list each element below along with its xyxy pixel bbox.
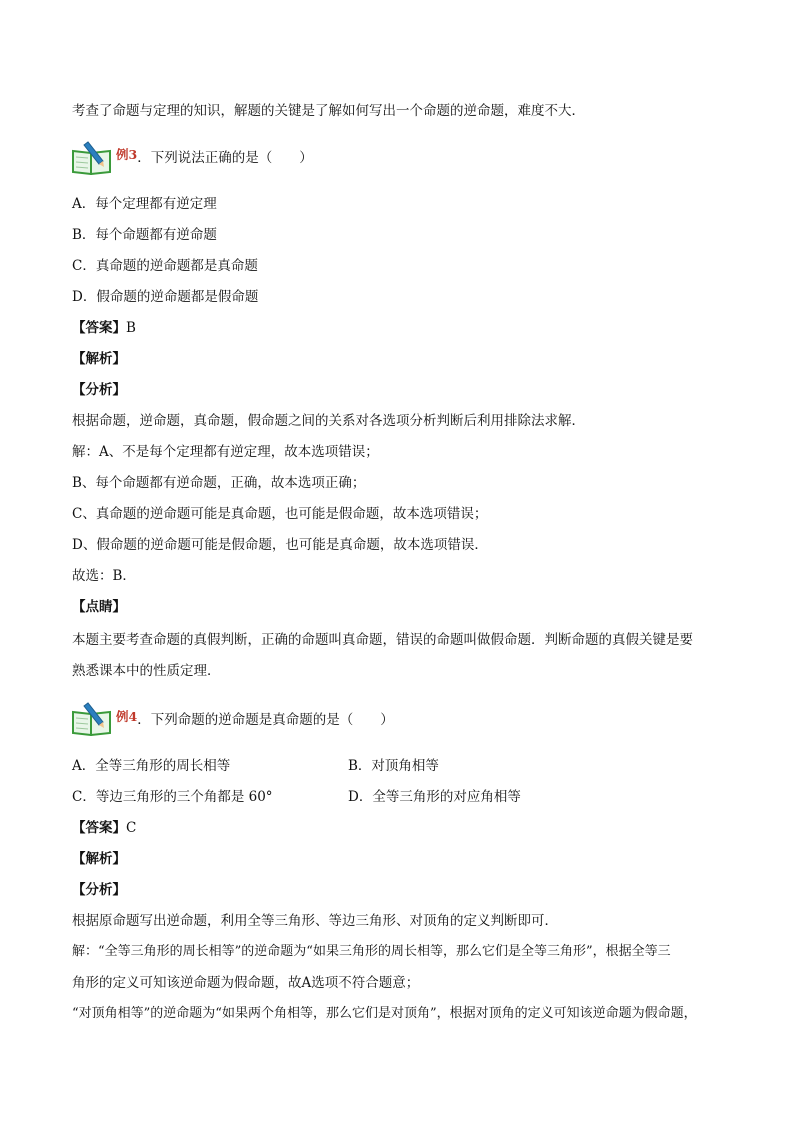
ex4-option-b: B．对顶角相等 [348, 758, 439, 774]
ex3-answer-value: B [126, 320, 136, 336]
ex3-fenxi-label: 【分析】 [72, 382, 126, 398]
ex3-dianjing-line: 熟悉课本中的性质定理． [72, 663, 221, 679]
ex4-fenxi-label: 【分析】 [72, 882, 126, 898]
ex3-answer [72, 318, 136, 338]
ex3-option-a: A．每个定理都有逆定理 [72, 196, 217, 212]
ex3-solution-line: C、真命题的逆命题可能是真命题，也可能是假命题，故本选项错误； [72, 506, 488, 522]
example-3-prefix: 例 [116, 147, 129, 162]
ex4-analysis-label: 【解析】 [72, 851, 126, 867]
example-book-pencil-icon [70, 702, 114, 736]
ex4-fenxi-text: 根据原命题写出逆命题，利用全等三角形、等边三角形、对顶角的定义判断即可． [72, 913, 558, 929]
ex4-answer [72, 818, 136, 838]
ex4-option-c: C．等边三角形的三个角都是 60° [72, 789, 273, 805]
example-4-prefix: 例 [116, 709, 129, 724]
ex4-answer-value: C [126, 820, 137, 836]
ex3-choice: 故选：B． [72, 568, 136, 584]
ex3-analysis-label: 【解析】 [72, 351, 126, 367]
ex4-solution-line: 解：“全等三角形的周长相等”的逆命题为“如果三角形的周长相等，那么它们是全等三角形”，根据全等三 [72, 944, 671, 959]
example-book-pencil-icon [70, 141, 114, 175]
ex4-option-d: D．全等三角形的对应角相等 [348, 789, 521, 805]
ex3-dianjing-line: 本题主要考查命题的真假判断，正确的命题叫真命题，错误的命题叫做假命题．判断命题的真假关键是要 [72, 632, 693, 648]
example-3-number: 3 [128, 147, 138, 162]
ex3-solution-line: D、假命题的逆命题可能是假命题，也可能是真命题，故本选项错误． [72, 537, 488, 553]
ex4-answer-label: 【答案】 [72, 820, 126, 836]
ex3-fenxi-text: 根据命题，逆命题，真命题，假命题之间的关系对各选项分析判断后利用排除法求解． [72, 413, 585, 429]
example-3-question: ．下列说法正确的是（ ） [137, 150, 313, 166]
ex4-option-a: A．全等三角形的周长相等 [72, 758, 231, 774]
ex4-solution-line: “对顶角相等”的逆命题为“如果两个角相等，那么它们是对顶角”，根据对顶角的定义可知该逆命题为假命题， [72, 1006, 697, 1021]
ex3-dianjing-label: 【点睛】 [72, 599, 126, 615]
example-3-label [116, 148, 313, 168]
example-4-number: 4 [128, 709, 138, 724]
ex3-solution-line: B、每个命题都有逆命题，正确，故本选项正确； [72, 475, 366, 491]
ex3-option-d: D．假命题的逆命题都是假命题 [72, 289, 259, 305]
ex3-option-c: C．真命题的逆命题都是真命题 [72, 258, 258, 274]
ex3-answer-label: 【答案】 [72, 320, 126, 336]
ex3-solution-line: 解：A、不是每个定理都有逆定理，故本选项错误； [72, 444, 379, 460]
intro-text: 考查了命题与定理的知识，解题的关键是了解如何写出一个命题的逆命题，难度不大． [72, 103, 585, 119]
example-4-question: ．下列命题的逆命题是真命题的是（ ） [137, 712, 394, 728]
ex4-solution-line: 角形的定义可知该逆命题为假命题，故A选项不符合题意； [72, 975, 420, 991]
example-4-label [116, 710, 394, 730]
ex3-option-b: B．每个命题都有逆命题 [72, 227, 217, 243]
